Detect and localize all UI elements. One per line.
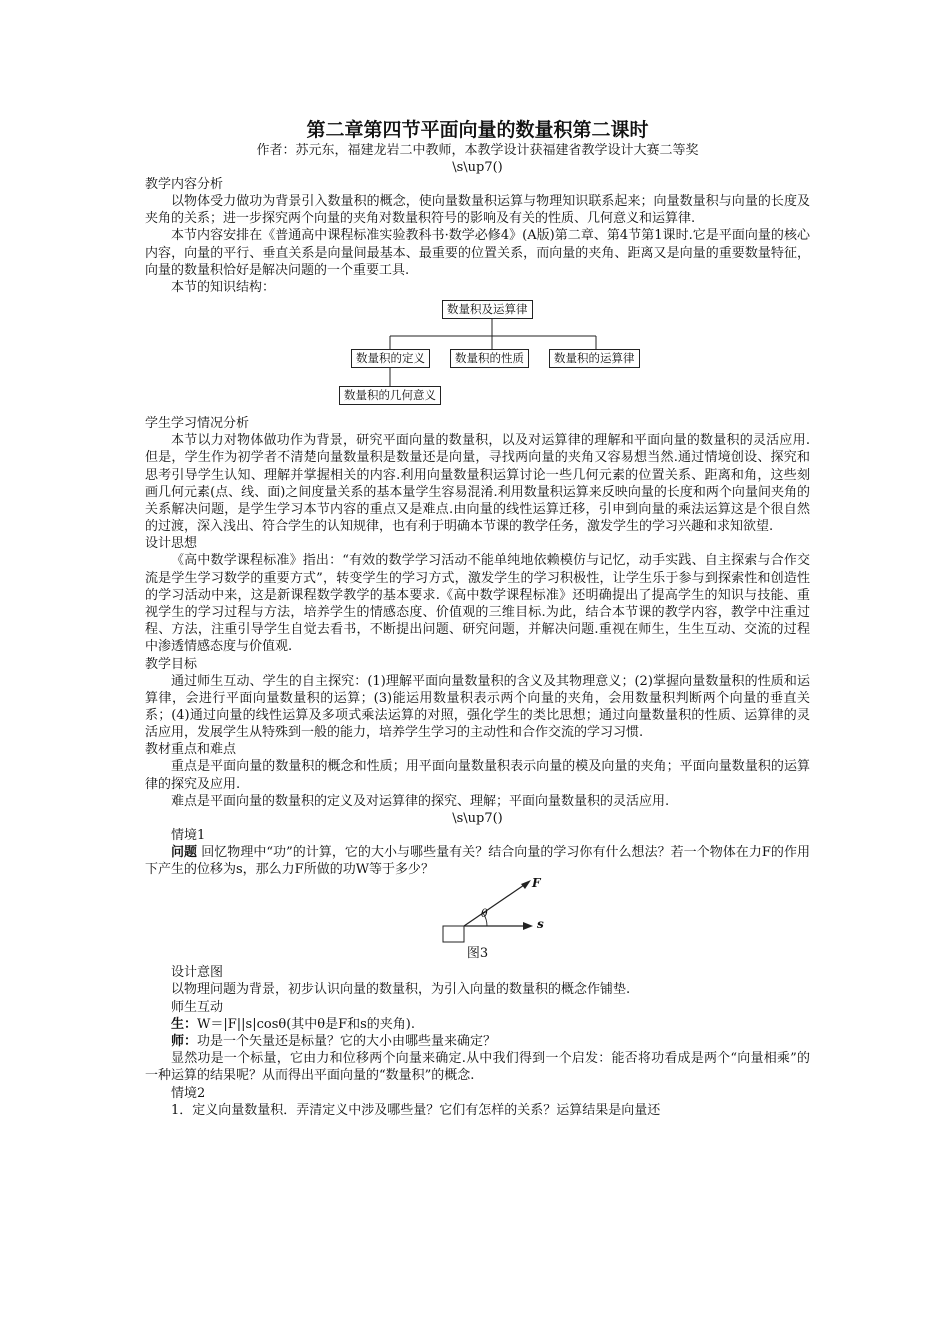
student-response — [145, 1016, 810, 1033]
section-heading-student-analysis: 学生学习情况分析 — [145, 416, 250, 432]
design-intent-text: 以物理问题为背景，初步认识向量的数量积，为引入向量的数量积的概念作铺垫. — [171, 982, 631, 998]
paragraph: 以物体受力做功为背景引入数量积的概念，使向量数量积运算与物理知识联系起来；向量数量积与向量的长度及夹角的关系；进一步探究两个向量的夹角对数量积符号的影响及有关的性质、几何意义和运算律. — [145, 194, 810, 227]
question-text: 回忆物理中“功”的计算，它的大小与哪些量有关？结合向量的学习你有什么想法？若一个物体在力F的作用下产生的位移为s，那么力F所做的功W等于多少？ — [145, 845, 810, 878]
scene1-question — [145, 844, 810, 878]
angle-label: θ — [481, 907, 488, 921]
object-block — [443, 926, 464, 942]
teacher-label: 师： — [171, 1033, 198, 1049]
design-intent-label: 设计意图 — [171, 965, 224, 981]
question-label: 问题 — [171, 845, 198, 861]
knowledge-structure-diagram — [145, 300, 810, 413]
document-page — [145, 118, 810, 1119]
structure-definition-box: 数量积的定义 — [351, 349, 430, 368]
displacement-arrowhead — [523, 922, 533, 930]
force-arrowhead — [521, 880, 531, 889]
scene1-label: 情境1 — [171, 828, 206, 844]
paragraph: 重点是平面向量的数量积的概念和性质；用平面向量数量积表示向量的模及向量的夹角；平面向量数量积的运算律的探究及应用. — [145, 759, 810, 792]
paragraph: 本节内容安排在《普通高中课程标准实验教科书·数学必修4》(A版)第二章、第4节第1课时.它是平面向量的核心内容，向量的平行、垂直关系是向量间最基本、最重要的位置关系，而向量的夹角、距离又是向量的重要数量特征，向量的数量积恰好是解决问题的一个重要工具. — [145, 228, 810, 278]
conclusion-paragraph: 显然功是一个标量，它由力和位移两个向量来确定.从中我们得到一个启发：能否将功看成是两个“向量相乘”的一种运算的结果呢？从而得出平面向量的“数量积”的概念. — [145, 1051, 810, 1084]
paragraph: 通过师生互动、学生的自主探究：(1)理解平面向量数量积的含义及其物理意义；(2)掌握向量数量积的性质和运算律，会进行平面向量数量积的运算；(3)能运用数量积表示两个向量的夹角，会用数量积判断两个向量的垂直关系；(4)通过向量的线性运算及多项式乘法运算的对照，强化学生的类比思想；通过向量数量积的性质、运算律的灵活应用，发展学生从特殊到一般的能力，培养学生学习的主动性和合作交流的学习习惯. — [145, 673, 810, 741]
structure-root-box: 数量积及运算律 — [442, 300, 533, 319]
format-marker: \s\up7() — [452, 811, 503, 827]
author-line: 作者：苏元东，福建龙岩二中教师，本教学设计获福建省教学设计大赛二等奖 — [256, 143, 699, 158]
format-marker: \s\up7() — [452, 160, 503, 175]
student-text: W＝|F||s|cosθ(其中θ是F和s的夹角). — [197, 1016, 415, 1032]
structure-laws-box: 数量积的运算律 — [549, 349, 640, 368]
force-label: F — [532, 876, 541, 891]
figure-caption: 图3 — [466, 946, 489, 962]
scene2-item1: 1．定义向量数量积．弄清定义中涉及哪些量？它们有怎样的关系？运算结果是向量还 — [171, 1102, 661, 1118]
teacher-question — [145, 1033, 810, 1050]
section-heading-key-points: 教材重点和难点 — [145, 742, 237, 758]
section-heading-design-idea: 设计思想 — [145, 536, 198, 552]
paragraph: 难点是平面向量的数量积的定义及对运算律的探究、理解；平面向量数量积的灵活应用. — [171, 793, 670, 809]
teacher-text: 功是一个矢量还是标量？它的大小由哪些量来确定？ — [197, 1033, 497, 1049]
interaction-label: 师生互动 — [171, 999, 224, 1015]
structure-geometric-meaning-box: 数量积的几何意义 — [339, 386, 441, 405]
paragraph: 本节以力对物体做功作为背景，研究平面向量的数量积，以及对运算律的理解和平面向量的数量积的灵活应用.但是，学生作为初学者不清楚向量数量积是数量还是向量，寻找两向量的夹角又容易想当然.通过情境创设、探究和思考引导学生认知、理解并掌握相关的内容.利用向量数量积运算讨论一些几何元素的位置关系、距离和角，这些刻画几何元素(点、线、面)之间度量关系的基本量学生容易混淆.利用数量积运算来反映向量的长度和两个向量间夹角的关系解决问题，是学生学习本节内容的重点又是难点.由向量的线性运算迁移，引申到向量的乘法运算这是个很自然的过渡，深入浅出、符合学生的认知规律，也有利于明确本节课的教学任务，激发学生的学习兴趣和求知欲望. — [145, 433, 810, 535]
force-work-figure — [145, 878, 810, 964]
paragraph: 《高中数学课程标准》指出：“有效的数学学习活动不能单纯地依赖模仿与记忆，动手实践、自主探索与合作交流是学生学习数学的重要方式”，转变学生的学习方式，激发学生的学习积极性，让学生乐于参与到探索性和创造性的学习活动中来，这是新课程数学教学的基本要求.《高中数学课程标准》还明确提出了提高学生的知识与技能、重视学生的学习过程与方法，培养学生的情感态度、价值观的三维目标.为此，结合本节课的教学内容，教学中注重过程、方法，注重引导学生自觉去看书，不断提出问题、研究问题，并解决问题.重视在师生，生生互动、交流的过程中渗透情感态度与价值观. — [145, 553, 810, 655]
displacement-label: s — [537, 917, 544, 932]
structure-properties-box: 数量积的性质 — [450, 349, 529, 368]
student-label: 生： — [171, 1016, 198, 1032]
document-title: 第二章第四节平面向量的数量积第二课时 — [306, 119, 649, 141]
section-heading-goals: 教学目标 — [145, 656, 198, 672]
paragraph: 本节的知识结构： — [171, 280, 276, 296]
section-heading-content-analysis: 教学内容分析 — [145, 177, 224, 192]
scene2-label: 情境2 — [171, 1085, 206, 1101]
force-vector — [464, 883, 527, 926]
